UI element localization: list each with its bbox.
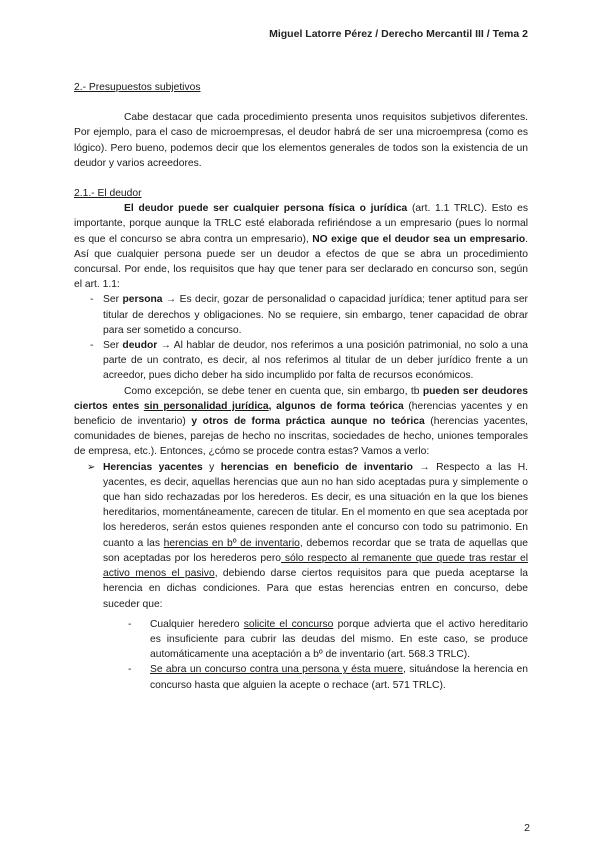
- bold-text: NO exige que el deudor sea un empresario: [312, 233, 526, 245]
- bold-text: El deudor puede ser cualquier persona física o jurídica: [124, 203, 408, 215]
- section-heading-presupuestos: 2.- Presupuestos subjetivos: [74, 82, 201, 93]
- text-run: → Al hablar de deudor, nos referimos a una posición patrimonial, no solo a una parte de un contrato, es decir, al nos referimos al titular de un deber jurídico frente a un acreedor, pues dicho deber ha sido incumplido por falta de recursos económicos.: [103, 340, 528, 382]
- paragraph-intro: Cabe destacar que cada procedimiento presenta unos requisitos subjetivos diferentes. Por ejemplo, para el caso de microempresas, el deudor habrá de ser una microempresa (como es lógico). Pero bueno, podemos decir que los elementos generales de todos son la existencia de un deudor y varios acreedores.: [74, 112, 528, 169]
- underlined-text: herencias en bº de inventario: [163, 537, 300, 549]
- text-run: . Así que cualquier persona puede ser un deudor a efectos de que se abra un procedimiento concursal. Por ende, los requisitos que hay que tener para ser declarado en concurso son, según el art. 1.1:: [74, 233, 528, 291]
- text-run: → Respecto a las H. yacentes, es decir, aquellas herencias que aun no han sido aceptadas pura y simplemente o que han sido rechazadas por los herederos. Es decir, es una situación en la que los bienes hereditarios, momentáneamente, carecen de titular. En el momento en que sea aceptada por los herederos, serán estos quienes responden ante el concurso con todo su patrimonio. En cuanto a las: [103, 461, 529, 549]
- text-run: (art. 1.1 TRLC). Esto es importante, porque aunque la TRLC esté elaborada refiriéndose a un empresario (pues lo normal es que el concurso se abra contra un empresario),: [74, 203, 528, 245]
- page-header: Miguel Latorre Pérez / Derecho Mercantil III / Tema 2: [269, 28, 528, 40]
- bold-text: persona: [122, 294, 163, 306]
- list-item: [103, 662, 528, 692]
- underlined-text: sólo respecto al remanente que quede tras restar el activo menos el pasivo: [103, 552, 528, 580]
- bold-underlined-text: sin personalidad jurídica: [143, 400, 269, 412]
- text-run: (herencias yacentes, comunidades de bienes, parejas de hecho no inscritas, sociedades de hecho, uniones temporales de empresa, etc.). Entonces, ¿cómo se procede contra estas? Vamos a verlo:: [74, 416, 528, 458]
- bold-text: Herencias yacentes: [103, 461, 203, 473]
- text-run: , debemos recordar que se trata de aquellas que son aceptadas por los herederos pero: [103, 537, 528, 564]
- bold-text: deudor: [122, 340, 158, 352]
- list-item: [103, 617, 528, 663]
- text-run: Cualquier heredero: [150, 618, 244, 630]
- text-run: , situándose la herencia en concurso hasta que alguien la acepte o rechace (art. 571 TRLC).: [150, 664, 528, 691]
- text-run: Ser: [103, 294, 123, 306]
- text-run: Como excepción, se debe tener en cuenta que, sin embargo, tb: [124, 385, 423, 397]
- requirements-list: [74, 292, 528, 383]
- bold-text: , algunos de forma teórica: [268, 400, 404, 412]
- document-body: [74, 80, 528, 693]
- spacer: [74, 95, 528, 110]
- bold-text: pueden ser deudores ciertos entes: [74, 385, 528, 412]
- underlined-text: solicite el concurso: [243, 618, 334, 630]
- underlined-text: Se abra un concurso contra una persona y ésta muere: [150, 664, 404, 676]
- list-item: [74, 460, 528, 693]
- text-run: Ser: [103, 340, 123, 352]
- page-number: 2: [524, 822, 530, 834]
- text-run: , debiendo darse ciertos requisitos para que pueda aceptarse la herencia en dichas condiciones. Para que estas herencias entren en concurso, debe suceder que:: [103, 568, 529, 610]
- text-run: (herencias yacentes y en beneficio de inventario): [74, 400, 529, 428]
- paragraph-deudor: [74, 201, 528, 292]
- text-run: y: [202, 461, 221, 473]
- text-run: porque advierta que el activo hereditario es insuficiente para cubrir las deudas del mismo. En este caso, se produce automáticamente una aceptación a bº de inventario (art. 568.3 TRLC).: [150, 618, 529, 661]
- list-item: [74, 292, 528, 338]
- section-heading-deudor: 2.1.- El deudor: [74, 188, 142, 200]
- bold-text: y otros de forma práctica aunque no teórica: [191, 416, 425, 428]
- list-item: [74, 338, 528, 384]
- paragraph-excepcion: [74, 384, 528, 460]
- bold-text: herencias en beneficio de inventario: [220, 461, 413, 473]
- text-run: → Es decir, gozar de personalidad o capacidad jurídica; tener aptitud para ser titular de derechos y obligaciones. No se requiere, sin embargo, tener capacidad de obrar para ser sometido a concurso.: [103, 294, 528, 336]
- conditions-list: [103, 617, 528, 693]
- spacer: [74, 171, 528, 186]
- herencias-list: [74, 460, 528, 693]
